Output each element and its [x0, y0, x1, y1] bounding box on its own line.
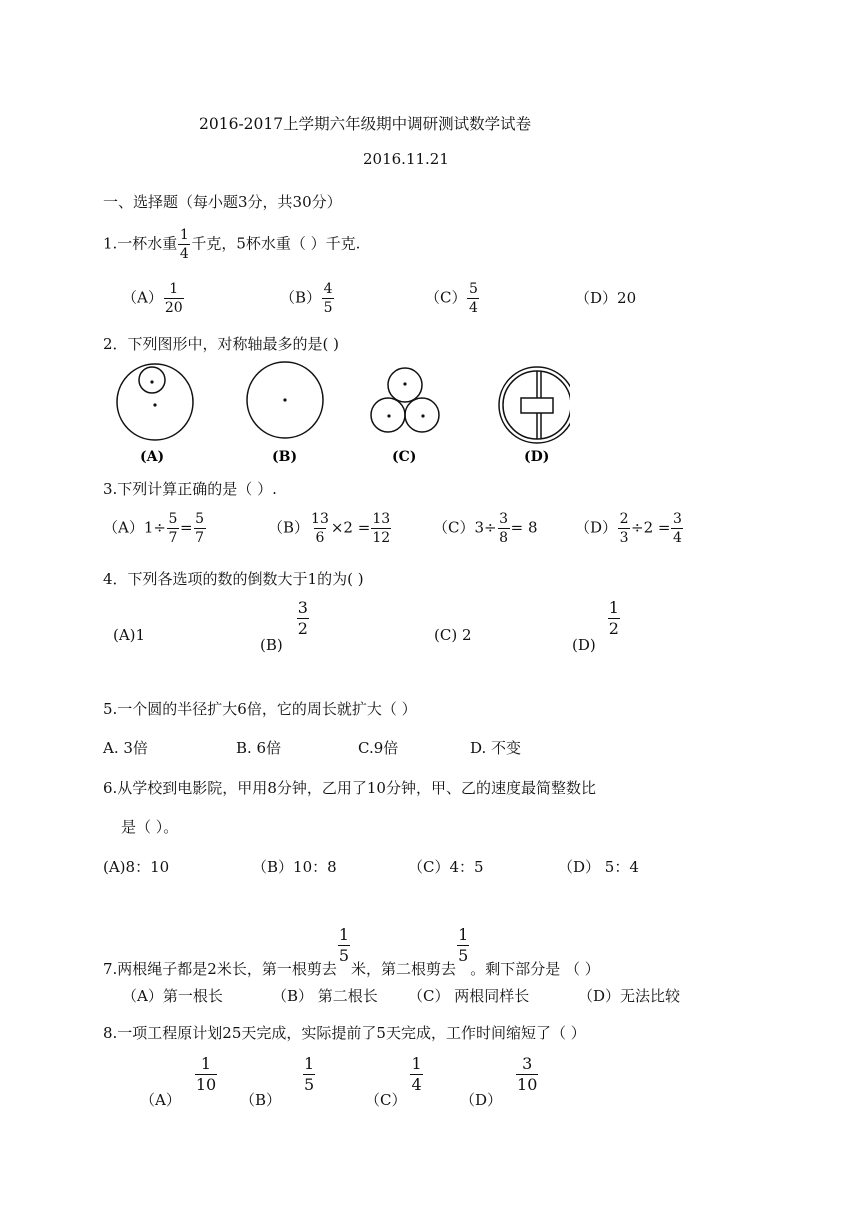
q8-option-c[interactable]: （C） $\frac{1}{4}$ [365, 1054, 422, 1109]
q7-option-d[interactable]: （D）无法比较 [578, 987, 681, 1005]
fraction: $\frac{1}{20}$ [164, 281, 183, 316]
figure-label: (C) [392, 449, 417, 465]
q6-option-c[interactable]: （C）4：5 [408, 858, 484, 876]
question-6-line2: 是（ ）。 [121, 818, 179, 836]
q5-option-a[interactable]: A. 3倍 [103, 739, 148, 757]
figure-c[interactable] [371, 368, 439, 465]
q6-option-d[interactable]: （D） 5：4 [558, 858, 639, 876]
fraction: $\frac{5}{4}$ [469, 281, 478, 316]
q8-option-d[interactable]: （D） $\frac{3}{10}$ [460, 1054, 538, 1109]
question-8: 8.一项工程原计划25天完成，实际提前了5天完成，工作时间缩短了（ ） [103, 1024, 586, 1042]
q3-option-a[interactable]: （A）1÷ $\frac{5}{7}$ = $\frac{5}{7}$ [103, 511, 204, 546]
exam-title: 2016-2017上学期六年级期中调研测试数学试卷 [199, 115, 532, 133]
section-heading: 一、选择题（每小题3分，共30分） [103, 193, 342, 211]
q6-option-b[interactable]: （B）10：8 [252, 858, 337, 876]
q3-option-d[interactable]: （D） $\frac{2}{3}$ ÷2 = $\frac{3}{4}$ [575, 511, 682, 546]
q1-option-a[interactable]: （A） $\frac{1}{20}$ [122, 281, 183, 316]
q7-option-a[interactable]: （A）第一根长 [122, 987, 223, 1005]
fraction: $\frac{1}{5}$ [458, 925, 469, 965]
question-2: 2．下列图形中，对称轴最多的是( ) [103, 335, 340, 353]
fraction: $\frac{1}{5}$ [338, 925, 350, 965]
question-6-line1: 6.从学校到电影院，甲用8分钟，乙用了10分钟，甲、乙的速度最简整数比 [103, 779, 596, 797]
q5-option-d[interactable]: D. 不变 [470, 739, 522, 757]
fraction: $\frac{5}{7}$ [195, 511, 204, 546]
question-3: 3.下列计算正确的是（ ）. [103, 480, 277, 498]
figure-label: (A) [140, 449, 165, 465]
q7-option-b[interactable]: （B） 第二根长 [272, 987, 378, 1005]
fraction: $\frac{1}{4}$ [411, 1054, 422, 1094]
q4-option-d[interactable]: (D) $\frac{1}{2}$ [572, 598, 619, 654]
fraction: $\frac{13}{12}$ [372, 511, 391, 546]
q4-option-c[interactable]: (C) 2 [434, 626, 472, 644]
q6-option-a[interactable]: (A)8：10 [103, 858, 170, 876]
q1-option-b[interactable]: （B） $\frac{4}{5}$ [280, 281, 333, 316]
fraction: $\frac{1}{2}$ [608, 598, 619, 638]
figure-label: (D) [524, 449, 550, 465]
fraction: $\frac{1}{10}$ [195, 1054, 217, 1094]
q4-option-a[interactable]: (A)1 [113, 626, 146, 644]
symmetry-figures [100, 360, 570, 470]
question-7: 7.两根绳子都是2米长，第一根剪去 $\frac{1}{5}$ 米，第二根剪去 $\frac{1}{5}$ 。剩下部分是 （ ） [103, 925, 600, 978]
fraction: $\frac{5}{7}$ [168, 511, 178, 546]
fraction: $\frac{4}{5}$ [323, 281, 333, 316]
question-1-pre: 1.一杯水重 [103, 234, 178, 253]
question-1 [103, 228, 360, 261]
figure-b[interactable] [247, 362, 323, 465]
exam-date: 2016.11.21 [363, 150, 449, 168]
q5-option-c[interactable]: C.9倍 [358, 739, 399, 757]
q1-option-d[interactable]: （D）20 [575, 289, 637, 307]
question-4: 4．下列各选项的数的倒数大于1的为( ) [103, 570, 364, 588]
figure-label: (B) [272, 449, 298, 465]
question-1-post: 千克，5杯水重（ ）千克. [191, 234, 361, 253]
fraction: $\frac{3}{2}$ [297, 598, 308, 638]
q3-option-c[interactable]: （C）3÷ $\frac{3}{8}$ = 8 [433, 511, 538, 546]
fraction: $\frac{13}{6}$ [311, 511, 329, 546]
q3-option-b[interactable]: （B） $\frac{13}{6}$ ×2 = $\frac{13}{12}$ [268, 511, 391, 546]
q7-option-c[interactable]: （C） 两根同样长 [408, 987, 530, 1005]
fraction: $\frac{3}{8}$ [499, 511, 509, 546]
q4-option-b[interactable]: (B) $\frac{3}{2}$ [260, 598, 308, 654]
figure-d[interactable] [499, 367, 570, 465]
fraction: $\frac{1}{4}$ [179, 227, 189, 262]
question-5: 5.一个圆的半径扩大6倍，它的周长就扩大（ ） [103, 700, 417, 718]
fraction: $\frac{1}{5}$ [304, 1054, 315, 1094]
fraction: $\frac{2}{3}$ [619, 511, 629, 546]
figure-a[interactable] [117, 364, 193, 465]
q5-option-b[interactable]: B. 6倍 [236, 739, 282, 757]
fraction: $\frac{3}{10}$ [517, 1054, 538, 1094]
fraction: $\frac{3}{4}$ [673, 511, 682, 546]
q1-option-c[interactable]: （C） $\frac{5}{4}$ [425, 281, 478, 316]
q8-option-a[interactable]: （A） $\frac{1}{10}$ [140, 1054, 217, 1109]
q8-option-b[interactable]: （B） $\frac{1}{5}$ [240, 1054, 315, 1109]
